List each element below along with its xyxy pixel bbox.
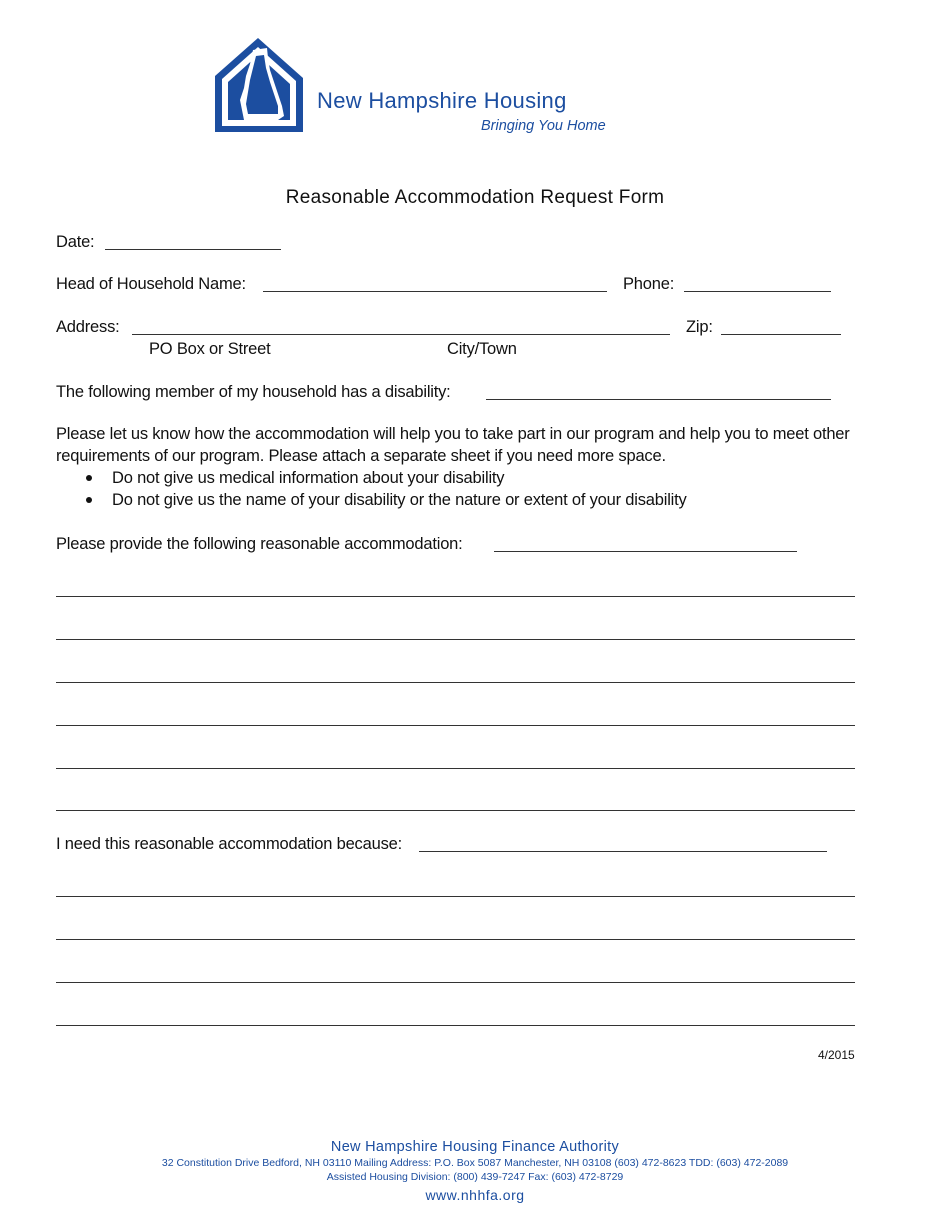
org-name: New Hampshire Housing [317,88,567,113]
date-field[interactable] [105,249,281,250]
form-title: Reasonable Accommodation Request Form [285,187,665,208]
accommodation-line-5[interactable] [56,768,855,769]
zip-label: Zip: [686,318,713,336]
disability-member-label: The following member of my household has a disability: [56,383,451,401]
instruction-bullet-list [86,468,786,512]
accommodation-line-2[interactable] [56,639,855,640]
head-of-household-label: Head of Household Name: [56,275,246,293]
accommodation-line-1[interactable] [56,596,855,597]
date-label: Date: [56,233,95,251]
disability-member-field[interactable] [486,399,831,400]
reason-line-4[interactable] [56,1025,855,1026]
list-item [86,490,786,512]
reason-line-2[interactable] [56,939,855,940]
revision-date: 4/2015 [818,1048,855,1062]
bullet-text: Do not give us the name of your disability or the nature or extent of your disability [112,491,687,509]
list-item [86,468,786,490]
house-with-state-outline-icon [212,36,308,134]
logo [212,36,308,134]
instructions-line-2: requirements of our program. Please attach a separate sheet if you need more space. [56,447,666,465]
address-field[interactable] [132,334,670,335]
footer-division: Assisted Housing Division: (800) 439-7247 Fax: (603) 472-8729 [326,1171,624,1183]
footer-website[interactable]: www.nhhfa.org [425,1187,525,1203]
accommodation-label: Please provide the following reasonable accommodation: [56,535,463,553]
phone-label: Phone: [623,275,675,293]
reason-line-1[interactable] [56,896,855,897]
footer-address: 32 Constitution Drive Bedford, NH 03110 Mailing Address: P.O. Box 5087 Manchester, NH 03108 (603) 472-8623 TDD: (603) 472-2089 [161,1157,789,1169]
instructions-line-1: Please let us know how the accommodation will help you to take part in our program and help you to meet other [56,425,850,443]
accommodation-line-6[interactable] [56,810,855,811]
bullet-icon [86,497,92,503]
address-label: Address: [56,318,120,336]
address-sublabel-city: City/Town [447,340,517,358]
bullet-icon [86,475,92,481]
reason-field[interactable] [419,851,827,852]
reason-line-3[interactable] [56,982,855,983]
tagline: Bringing You Home [481,118,606,134]
accommodation-line-4[interactable] [56,725,855,726]
bullet-text: Do not give us medical information about your disability [112,469,505,487]
phone-field[interactable] [684,291,831,292]
address-sublabel-street: PO Box or Street [149,340,271,358]
zip-field[interactable] [721,334,841,335]
accommodation-field[interactable] [494,551,797,552]
footer-authority: New Hampshire Housing Finance Authority [330,1139,620,1155]
accommodation-line-3[interactable] [56,682,855,683]
reason-label: I need this reasonable accommodation because: [56,835,402,853]
head-of-household-field[interactable] [263,291,607,292]
